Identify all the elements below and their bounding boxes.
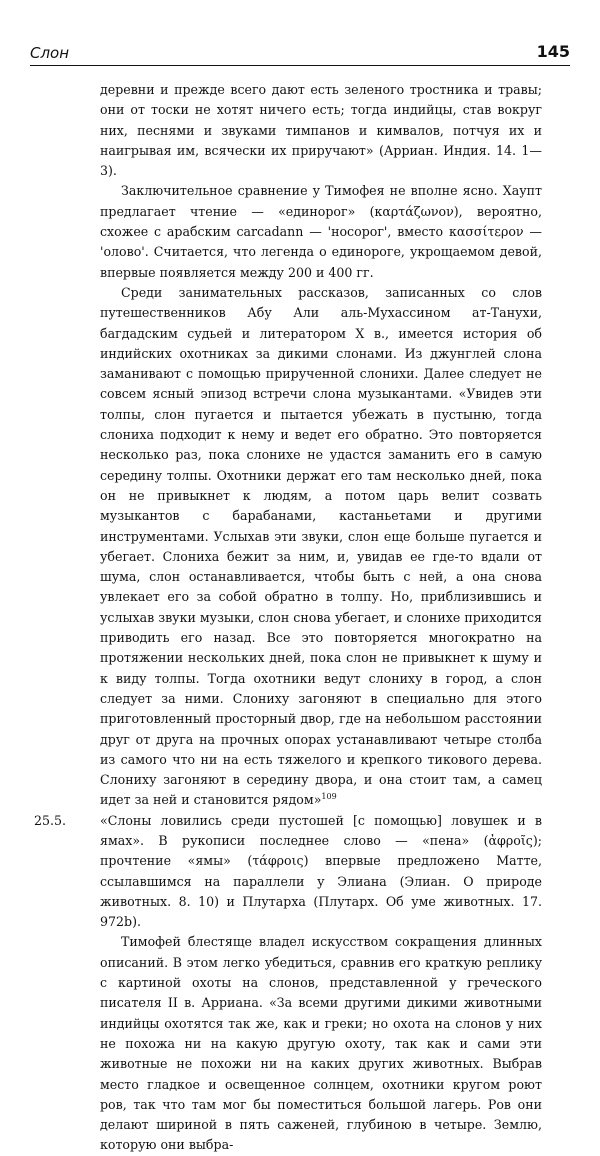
entry-number: 25.5.: [34, 812, 67, 828]
footnote-ref-109: 109: [321, 792, 337, 802]
paragraph-tanukhi-story: [100, 283, 542, 811]
paragraph-unicorn-reading: Заключительное сравнение у Тимофея не вполне ясно. Хаупт предлагает чтение — «единорог» (καρτάζωνον), вероятно, схожее с арабским carcadann — 'носорог', вместо κασσίτερον — 'олово'. Считается, что легенда о единороге, укрощаемом девой, впервые появляется между 200 и 400 гг.: [100, 183, 542, 280]
running-head: [30, 40, 570, 70]
running-head-title: Слон: [30, 44, 70, 62]
paragraph-continuation: деревни и прежде всего дают есть зеленого тростника и травы; они от тоски не хотят ничего есть; тогда индийцы, став вокруг них, песнями и звуками тимпанов и кимвалов, потчуя их и наигрывая им, всячески их приручают» (Арриан. Индия. 14. 1—3).: [100, 82, 542, 179]
main-text: [34, 80, 542, 1156]
paragraph-arrian-hunt: Тимофей блестяще владел искусством сокращения длинных описаний. В этом легко убедиться, сравнив его краткую реплику с картиной охоты на слонов, представленной у греческого писателя II в. Арриана. «За всеми другими дикими животными индийцы охотятся так же, как и греки; но охота на слонов у них не похожа ни на какую другую охоту, так как и сами эти животные не похожи ни на каких других животных. Выбрав место гладкое и освещенное солнцем, охотники кругом роют ров, так что там мог бы поместиться большой лагерь. Ров они делают шириной в пять саженей, глубиною в четыре. Землю, которую они выбра-: [100, 934, 542, 1153]
commentary-entry-25-5: [34, 811, 542, 933]
header-rule: [30, 65, 570, 66]
page-number: 145: [536, 42, 570, 61]
paragraph-tanukhi-text: Среди занимательных рассказов, записанных со слов путешественников Абу Али аль-Мухассином ат-Танухи, багдадским судьей и литератором X в., имеется история об индийских охотниках за дикими слонами. Из джунглей слона заманивают с помощью прирученной слонихи. Далее следует не совсем ясный эпизод встречи слона музыкантами. «Увидев эти толпы, слон пугается и пытается убежать в пустыню, тогда слониха подходит к нему и ведет его обратно. Это повторяется несколько раз, пока слонихе не удастся заманить его в самую середину толпы. Охотники держат его там несколько дней, пока он не привыкнет к людям, а потом царь велит созвать музыкантов с барабанами, кастаньетами и другими инструментами. Услыхав эти звуки, слон еще больше пугается и убегает. Слониха бежит за ним, и, увидав ее где-то вдали от шума, слон останавливается, чтобы быть с ней, а она снова увлекает его за собой обратно в толпу. Но, приблизившись и услыхав звуки музыки, слон снова убегает, и слонихе приходится приводить его назад. Все это повторяется многократно на протяжении нескольких дней, пока слон не привыкнет к шуму и к виду толпы. Тогда охотники ведут слониху в город, а слон следует за ними. Слониху загоняют в специально для этого приготовленный просторный двор, где на небольшом расстоянии друг от друга на прочных опорах устанавливают четыре столба из самого что ни на есть тяжелого и крепкого тикового дерева. Слониху загоняют в середину двора, и она стоит там, а самец идет за ней и становится рядом»: [100, 284, 542, 808]
paragraph-entry-25-5: «Слоны ловились среди пустошей [с помощью] ловушек и в ямах». В рукописи последнее слово — «пена» (ἀφροῖς); прочтение «ямы» (τάφροις) впервые предложено Матте, ссылавшимся на параллели у Элиана (Элиан. О природе животных. 8. 10) и Плутарха (Плутарх. Об уме животных. 17. 972b).: [100, 812, 542, 930]
